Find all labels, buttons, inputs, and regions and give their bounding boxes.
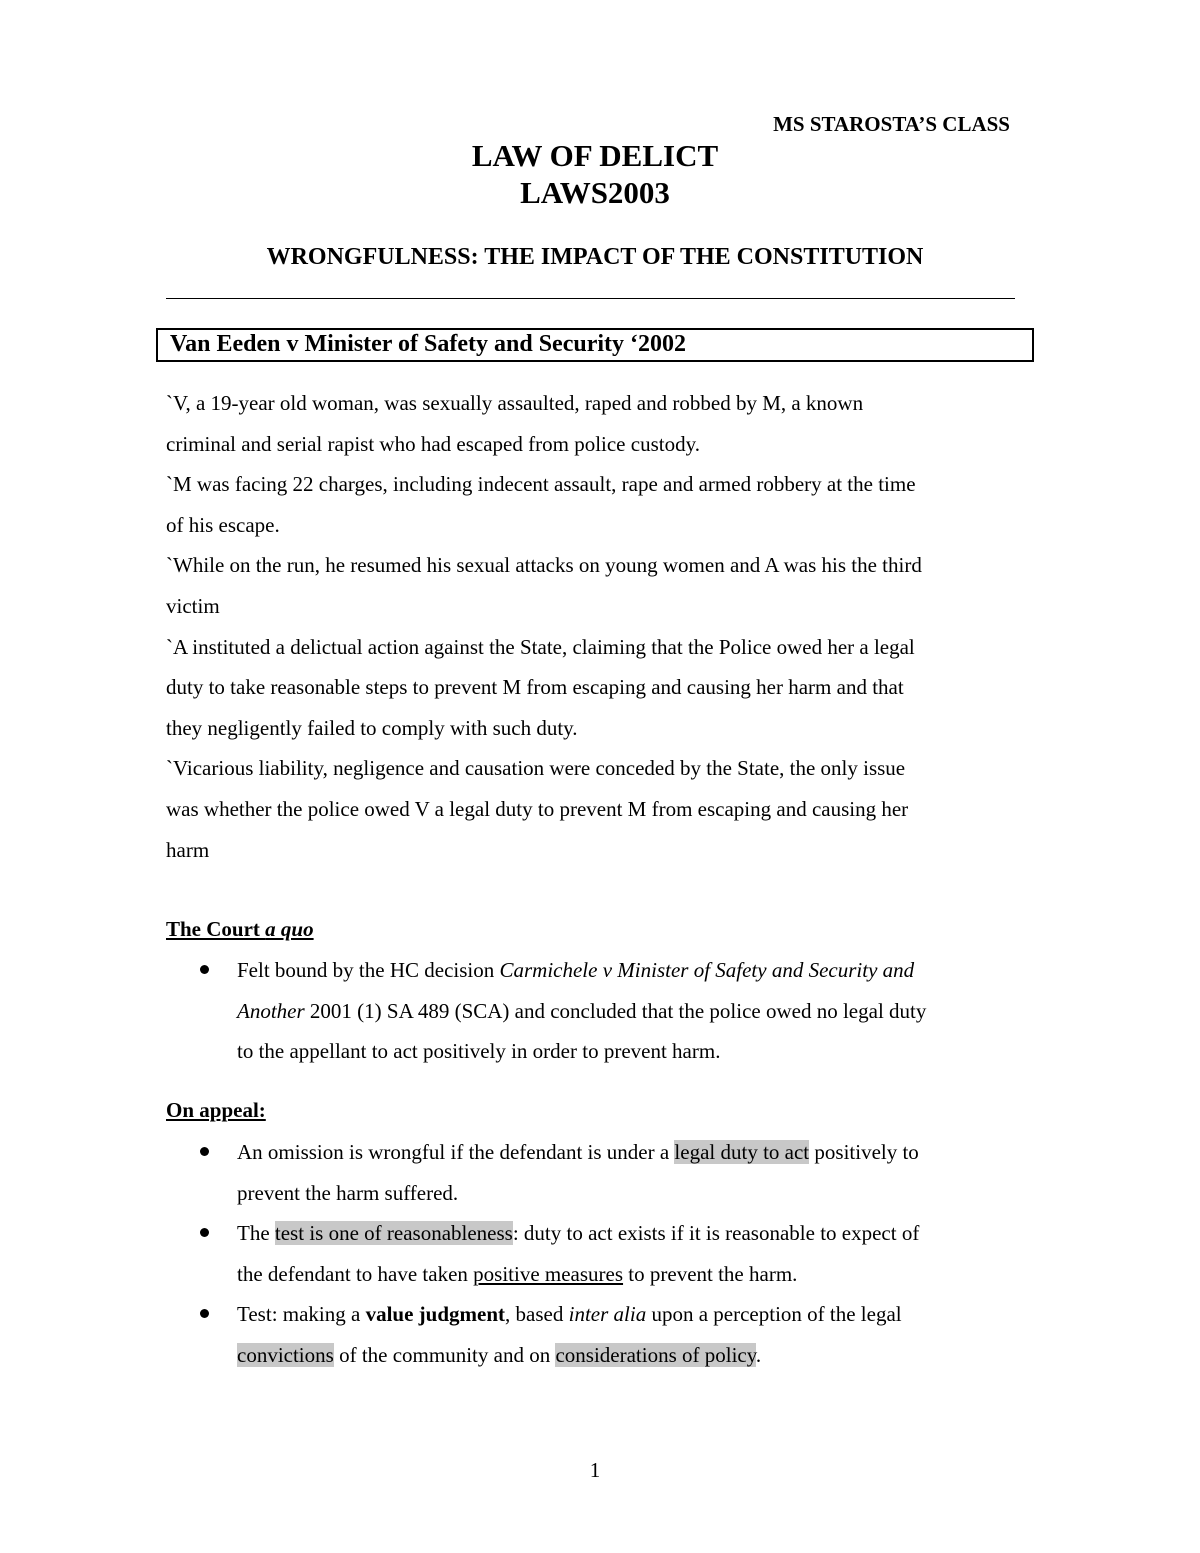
horizontal-rule	[166, 298, 1015, 299]
bullet-item	[200, 1213, 919, 1294]
bullet-dot-icon	[200, 1228, 209, 1237]
on-appeal-heading: On appeal:	[166, 1098, 266, 1122]
bullet-item	[200, 1132, 919, 1213]
facts-line: was whether the police owed V a legal duty to prevent M from escaping and causing her	[166, 796, 909, 821]
facts-line: `A instituted a delictual action against the State, claiming that the Police owed her a legal	[166, 634, 915, 659]
facts-line: `While on the run, he resumed his sexual attacks on young women and A was his the third	[166, 553, 922, 578]
bullet-dot-icon	[200, 965, 209, 974]
bold-text: value judgment	[365, 1302, 506, 1327]
topic-heading: WRONGFULNESS: THE IMPACT OF THE CONSTITUTION	[266, 244, 924, 270]
facts-line: `M was facing 22 charges, including indecent assault, rape and armed robbery at the time	[166, 472, 916, 497]
text-run: .	[755, 1342, 762, 1367]
page-number: 1	[589, 1458, 601, 1482]
case-title-box	[156, 328, 1034, 362]
class-label: MS STAROSTA’S CLASS	[773, 112, 1010, 136]
heading-text: The Court	[166, 917, 266, 941]
text-run: : duty to act exists if it is reasonable to expect of	[512, 1221, 920, 1246]
case-title: Van Eeden v Minister of Safety and Security ‘2002	[170, 331, 686, 357]
facts-line: duty to take reasonable steps to prevent M from escaping and causing her harm and that	[166, 675, 904, 700]
facts-line: victim	[166, 593, 220, 618]
text-run: to prevent the harm.	[623, 1261, 798, 1286]
highlighted-text: test is one of reasonableness	[274, 1221, 513, 1246]
course-title: LAW OF DELICT	[471, 138, 719, 173]
case-citation: Another	[237, 998, 305, 1023]
facts-line: of his escape.	[166, 512, 280, 537]
text-run: positively to	[809, 1140, 919, 1164]
bullet-item	[200, 950, 926, 1072]
text-run: , based	[505, 1302, 569, 1327]
text-run: 2001 (1) SA 489 (SCA) and concluded that the police owed no legal duty	[304, 998, 927, 1023]
facts-line: they negligently failed to comply with such duty.	[166, 715, 578, 740]
facts-line: criminal and serial rapist who had escaped from police custody.	[166, 431, 700, 456]
facts-line: `V, a 19-year old woman, was sexually assaulted, raped and robbed by M, a known	[166, 391, 864, 415]
facts-line: harm	[166, 837, 210, 862]
case-facts	[166, 383, 922, 870]
course-code: LAWS2003	[520, 175, 670, 210]
text-run: prevent the harm suffered.	[237, 1180, 459, 1205]
italic-text: inter alia	[568, 1302, 647, 1327]
underlined-text: positive measures	[473, 1261, 624, 1286]
on-appeal-bullets	[200, 1132, 919, 1376]
text-run: An omission is wrongful if the defendant is under a	[237, 1140, 675, 1164]
bullet-item	[200, 1294, 919, 1375]
highlighted-text: legal duty to act	[674, 1140, 810, 1164]
case-citation: Carmichele v Minister of Safety and Security and	[499, 958, 915, 982]
court-a-quo-heading	[166, 917, 314, 942]
text-run: upon a perception of the legal	[646, 1302, 902, 1327]
highlighted-text: convictions	[237, 1342, 334, 1367]
text-run: The	[237, 1221, 275, 1246]
highlighted-text: considerations of policy	[555, 1342, 756, 1367]
text-run: Test: making a	[237, 1302, 366, 1327]
heading-italic: a quo	[265, 917, 314, 941]
bullet-dot-icon	[200, 1147, 209, 1156]
text-run: Felt bound by the HC decision	[237, 958, 500, 982]
bullet-dot-icon	[200, 1309, 209, 1318]
court-a-quo-bullets	[200, 950, 926, 1072]
facts-line: `Vicarious liability, negligence and causation were conceded by the State, the only issue	[166, 756, 906, 781]
text-run: the defendant to have taken	[237, 1261, 474, 1286]
text-run: of the community and on	[333, 1342, 556, 1367]
text-run: to the appellant to act positively in order to prevent harm.	[237, 1039, 721, 1064]
